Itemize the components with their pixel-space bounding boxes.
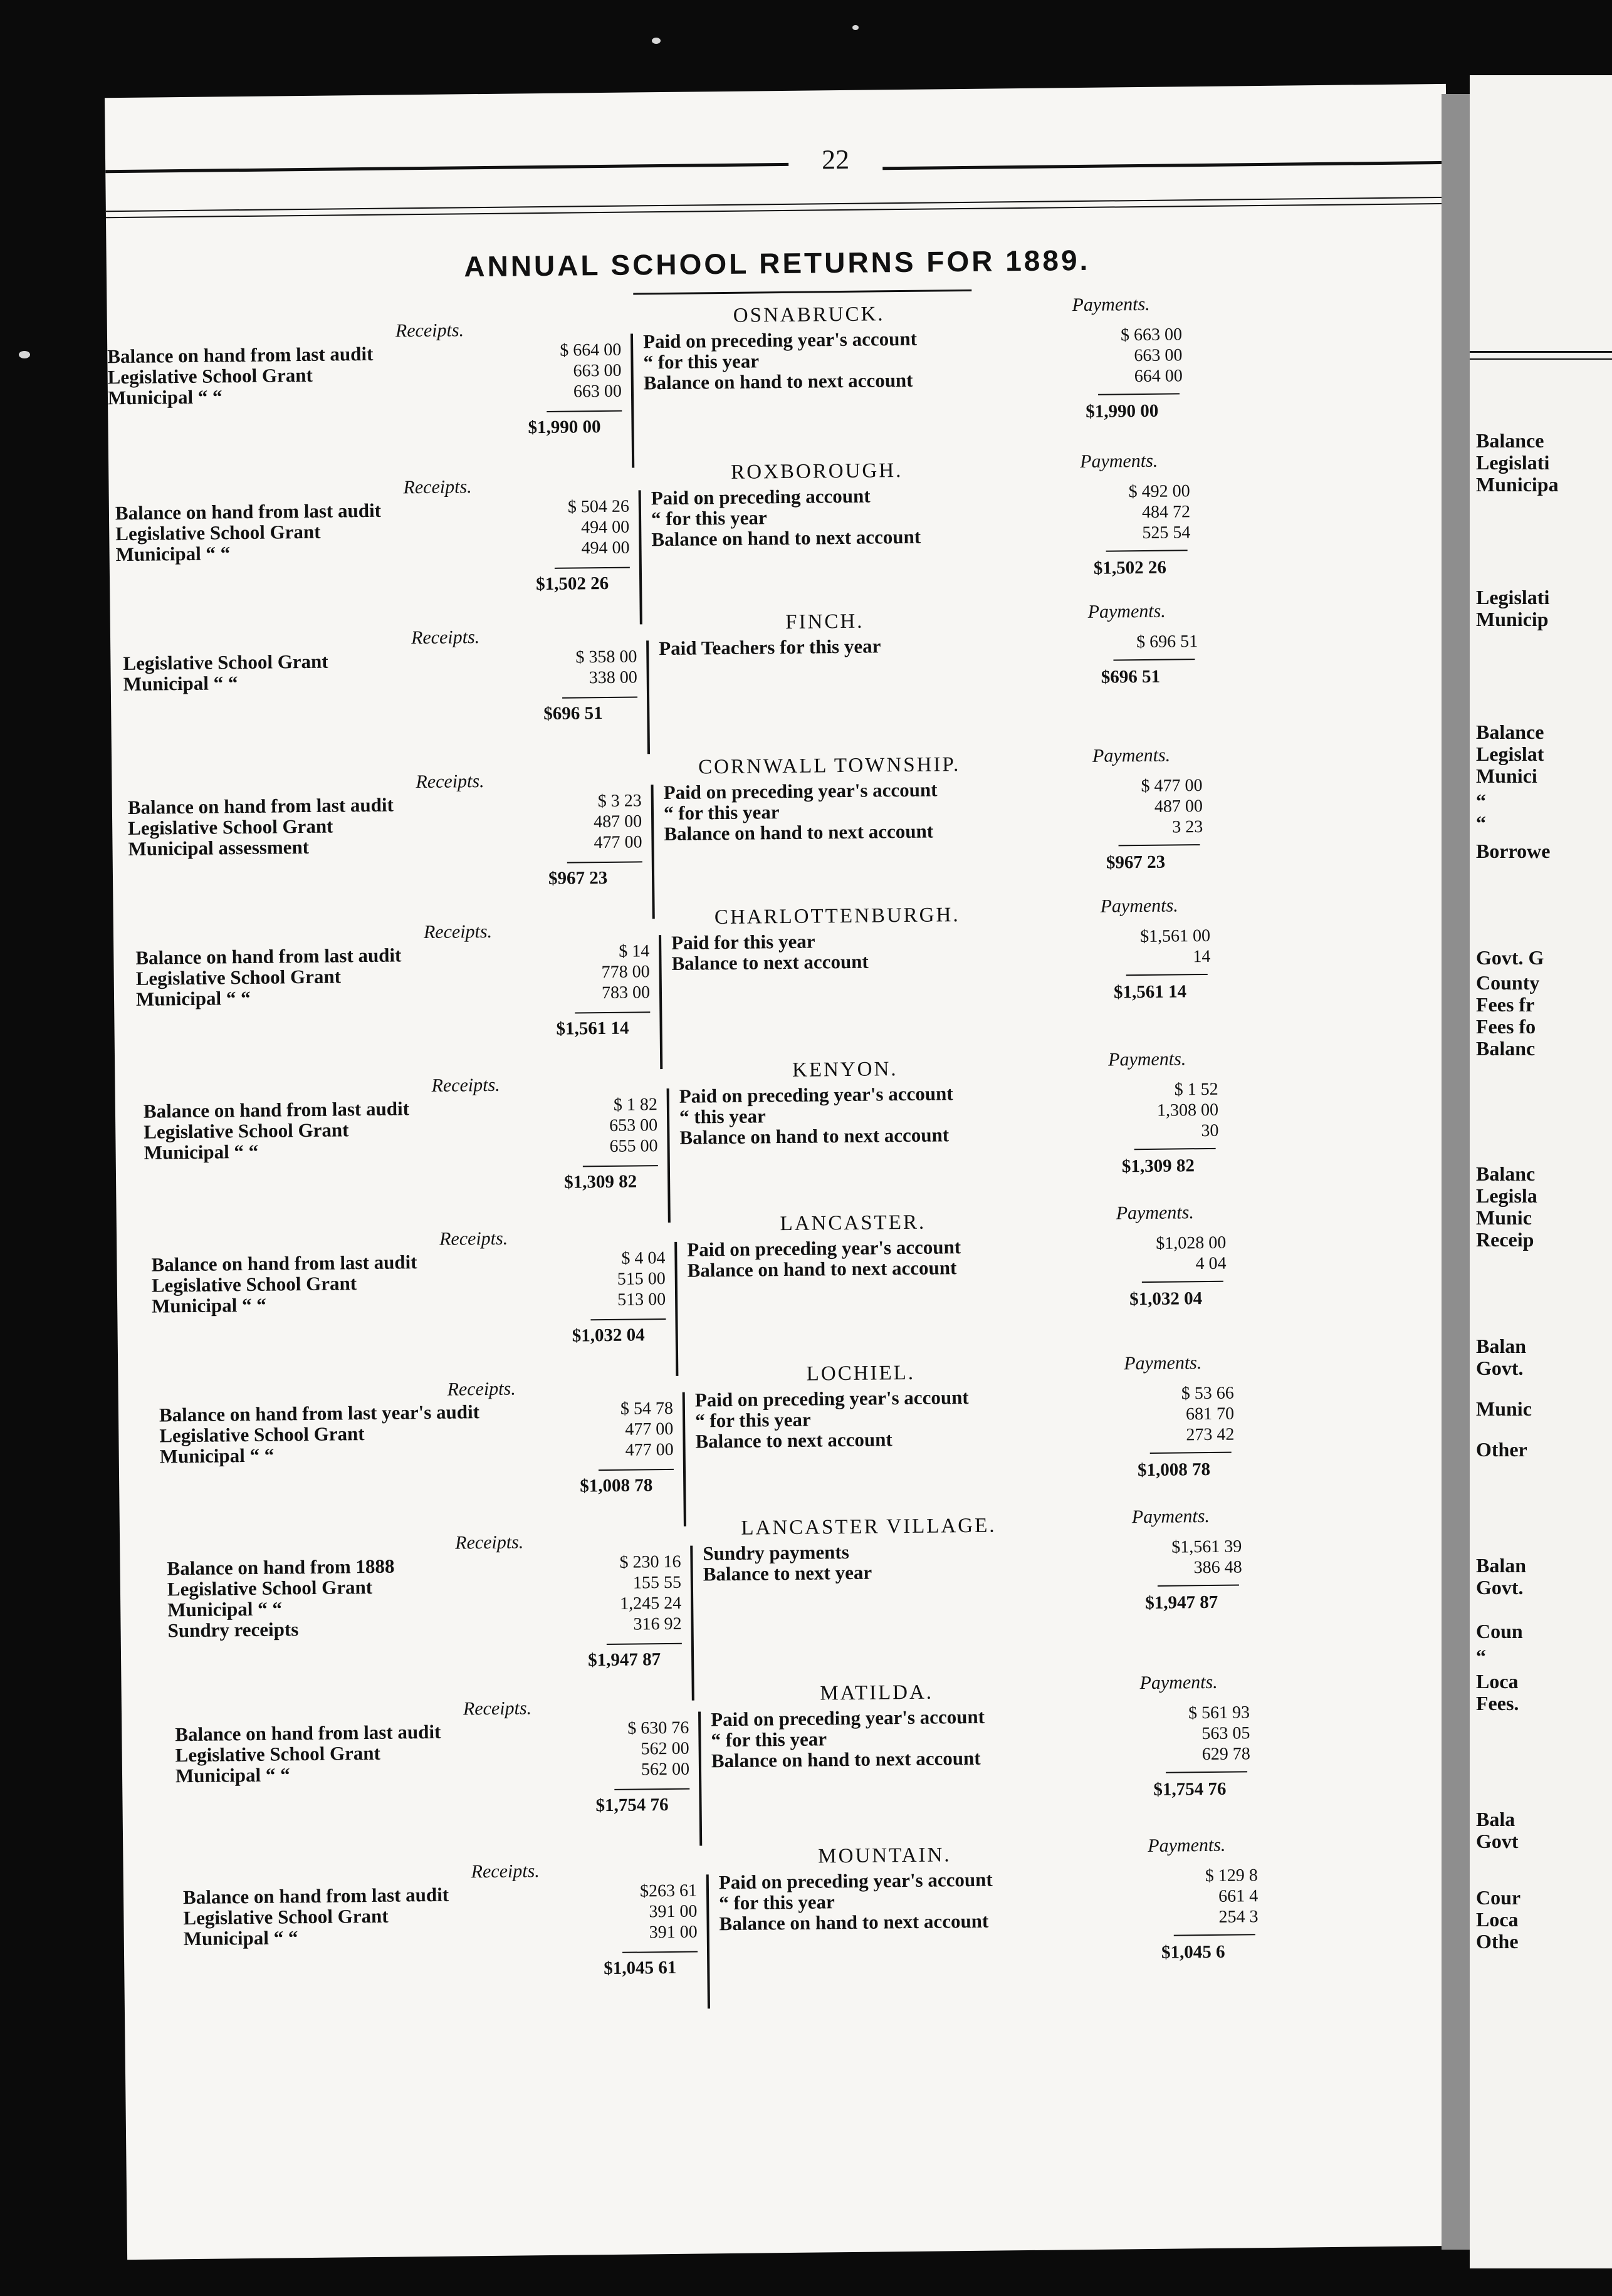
ledger-row-label: Balance on hand to next account [711,1746,981,1772]
payments-total: $967 23 [1106,852,1166,873]
receipts-label: Receipts. [431,1074,500,1096]
ledger-row-amount: 629 78 [1201,1744,1250,1765]
ledger-row-label: Balance on hand from last audit [115,499,382,524]
receipts-sum-rule [575,1011,650,1013]
school-section [113,895,1455,1039]
ledger-row-amount: 663 00 [573,381,622,402]
ledger-row-label: Legislative School Grant [151,1272,357,1297]
payments-sum-rule [1113,659,1195,660]
ledger-row-label: Sundry receipts [167,1618,299,1642]
ledger-row-amount: 3 23 [1172,817,1203,837]
ledger-row-amount: 778 00 [601,962,650,983]
ledger-row-label: Balance on hand from last audit [151,1251,417,1276]
ledger-row-label: Balance on hand to next account [687,1256,957,1281]
ledger-row-label: Balance on hand from 1888 [167,1555,395,1580]
ledger-row-label: Balance on hand from last audit [107,342,374,368]
payments-total: $1,947 87 [1145,1592,1218,1614]
ledger-row-label: Balance on hand from last audit [127,793,394,818]
payments-sum-rule [1126,974,1208,976]
payments-sum-rule [1158,1584,1239,1586]
payments-label: Payments. [1131,1505,1210,1528]
ledger-row-label: Paid on preceding year's account [663,778,938,804]
payments-sum-rule [1174,1934,1255,1936]
receipts-column [123,647,637,694]
receipts-label: Receipts. [423,921,493,943]
facing-page-label: Loca [1476,1908,1519,1931]
payments-sum-rule [1142,1281,1223,1283]
receipts-column [183,1881,698,1949]
receipts-total: $696 51 [543,703,603,724]
ledger-row-label: Balance on hand to next account [664,820,934,845]
facing-page-label: Balanc [1476,1162,1536,1185]
facing-page-label: “ [1476,811,1486,834]
ledger-row-label: Balance on hand from last audit [182,1883,449,1909]
section-name: MOUNTAIN. [818,1844,951,1868]
payments-column [663,776,1203,843]
ledger-row-label: Municipal “ “ [159,1444,275,1468]
ledger-row-amount: 14 [1193,946,1211,967]
payments-sum-rule [1166,1771,1247,1773]
ledger-row-label: Paid Teachers for this year [659,635,881,660]
ledger-row-amount: $1,561 00 [1139,926,1211,947]
facing-page-label: Govt. [1476,1357,1524,1379]
receipts-column [107,340,622,408]
facing-page-rule [1470,351,1612,353]
ledger-row-amount: 477 00 [594,832,642,853]
facing-page-label: Legislati [1476,586,1550,608]
facing-page-label: Bala [1476,1808,1515,1830]
ledger-row-label: “ for this year [663,801,780,825]
ledger-row-amount: 681 70 [1185,1404,1235,1424]
column-divider [646,640,650,754]
receipts-sum-rule [567,861,642,863]
ledger-row-amount: 487 00 [1154,796,1203,817]
facing-page-label: Loca [1476,1670,1519,1693]
column-divider [683,1392,686,1526]
ledger-row-label: Paid on preceding year's account [679,1082,953,1107]
ledger-row-amount: $ 358 00 [575,647,637,667]
ledger-row-label: Paid for this year [671,930,815,954]
payments-total: $1,008 78 [1137,1459,1211,1481]
payments-column [659,632,1198,658]
ledger-row-label: Legislative School Grant [175,1741,381,1766]
ledger-row-amount: 4 04 [1195,1253,1227,1274]
ledger-row-label: Municipal “ “ [183,1926,298,1950]
ledger-row-amount: $263 61 [639,1881,698,1901]
dust-speck [852,25,859,30]
payments-label: Payments. [1100,895,1178,917]
document-page [105,84,1468,2260]
facing-page-label: Munic [1476,1206,1532,1229]
ledger-row-label: “ for this year [719,1891,835,1914]
school-section [107,293,1448,438]
ledger-row-label: Balance on hand from last audit [175,1720,441,1746]
payments-sum-rule [1134,1148,1216,1150]
ledger-row-label: Municipal “ “ [175,1763,290,1787]
facing-page-label: Municip [1476,608,1549,630]
facing-page-label: Fees. [1476,1692,1519,1714]
facing-page-label: Fees fo [1476,1015,1536,1038]
ledger-row-label: Municipal “ “ [152,1293,266,1317]
page-title: ANNUAL SCHOOL RETURNS FOR 1889. [464,243,1091,283]
ledger-row-amount: 515 00 [617,1269,666,1289]
ledger-row-amount: $1,028 00 [1156,1233,1227,1253]
facing-page-label: Balan [1476,1554,1527,1577]
column-divider [667,1088,671,1223]
payments-total: $696 51 [1101,666,1161,687]
payments-sum-rule [1098,393,1180,395]
ledger-row-label: Legislative School Grant [159,1422,365,1447]
receipts-column [151,1248,666,1316]
payments-column [651,481,1191,549]
payments-column [679,1080,1219,1147]
payments-column [695,1384,1235,1451]
ledger-row-label: Paid on preceding year's account [718,1868,993,1894]
payments-label: Payments. [1087,600,1166,622]
payments-label: Payments. [1107,1048,1186,1070]
ledger-row-amount: 338 00 [589,667,637,688]
ledger-row-label: Sundry payments [703,1540,849,1565]
ledger-row-label: Paid on preceding account [651,484,871,509]
section-name: LANCASTER VILLAGE. [741,1514,997,1540]
ledger-row-label: “ for this year [643,350,760,373]
column-divider [690,1546,694,1701]
ledger-row-amount: 525 54 [1142,523,1191,543]
ledger-row-label: Balance to next account [695,1428,892,1453]
receipts-sum-rule [547,410,622,412]
ledger-row-amount: $ 129 8 [1205,1866,1258,1886]
ledger-row-label: Balance on hand to next account [651,525,921,551]
section-name: LANCASTER. [780,1211,926,1236]
facing-page-label: “ [1476,1645,1486,1667]
payments-column [703,1537,1242,1584]
ledger-row-label: Balance on hand from last audit [143,1097,410,1122]
payments-column [671,926,1211,973]
receipts-sum-rule [614,1788,689,1790]
page-number: 22 [821,144,850,175]
facing-page-label: County [1476,971,1540,994]
ledger-row-amount: $ 630 76 [627,1718,689,1738]
facing-page-label: Othe [1476,1930,1519,1953]
ledger-row-amount: 663 00 [573,360,622,381]
ledger-row-amount: 661 4 [1218,1886,1259,1906]
facing-page-fragment [1470,75,1612,2268]
header-rule-right [882,161,1447,170]
ledger-row-amount: 663 00 [1134,345,1183,366]
ledger-row-amount: $ 663 00 [1120,325,1183,345]
school-section [110,600,1452,724]
ledger-row-label: Municipal “ “ [135,986,251,1010]
ledger-row-amount: 30 [1201,1120,1219,1141]
ledger-row-amount: $ 696 51 [1136,632,1198,652]
facing-page-label: Municipa [1476,473,1559,496]
facing-page-label: Fees fr [1476,993,1535,1016]
payments-total: $1,309 82 [1121,1156,1195,1177]
ledger-row-amount: 477 00 [625,1439,674,1460]
receipts-column [144,1095,658,1162]
ledger-row-label: Paid on preceding year's account [694,1385,969,1411]
payments-sum-rule [1150,1452,1232,1454]
ledger-row-label: Paid on preceding year's account [710,1705,985,1731]
school-section [115,1048,1456,1192]
receipts-total: $1,045 61 [604,1957,677,1979]
receipts-sum-rule [622,1951,698,1953]
ledger-row-amount: 487 00 [593,811,642,832]
ledger-row-amount: 562 00 [641,1738,689,1759]
receipts-column [115,497,630,565]
ledger-row-amount: $ 4 04 [621,1248,666,1268]
receipts-label: Receipts. [454,1532,524,1553]
payments-label: Payments. [1092,744,1171,766]
receipts-total: $1,008 78 [580,1475,653,1496]
payments-total: $1,045 6 [1161,1941,1225,1963]
facing-page-label: Govt. G [1476,946,1544,969]
ledger-row-label: Legislative School Grant [135,965,342,989]
facing-page-label: Balance [1476,429,1544,452]
receipts-sum-rule [590,1318,666,1320]
receipts-column [135,941,650,1009]
ledger-row-label: Balance to next year [703,1561,872,1585]
receipts-label: Receipts. [395,320,464,342]
ledger-row-label: Legislative School Grant [144,1119,349,1143]
ledger-row-amount: 664 00 [1134,366,1183,387]
receipts-sum-rule [555,567,630,569]
facing-page-label: Govt [1476,1830,1519,1852]
ledger-row-amount: 386 48 [1193,1557,1242,1578]
ledger-row-amount: 316 92 [633,1614,682,1634]
ledger-row-label: “ for this year [694,1408,811,1432]
receipts-label: Receipts. [447,1378,516,1400]
payments-total: $1,754 76 [1153,1778,1227,1800]
header-rule-left [105,163,788,173]
ledger-row-label: Municipal “ “ [107,385,222,409]
receipts-column [167,1552,681,1641]
payments-label: Payments. [1124,1352,1202,1374]
facing-page-label: Borrowe [1476,840,1551,862]
facing-page-label: Legislat [1476,743,1544,765]
ledger-row-amount: $ 230 16 [619,1552,681,1572]
column-divider [698,1711,702,1845]
payments-label: Payments. [1139,1671,1218,1694]
payments-total: $1,032 04 [1129,1288,1203,1310]
facing-page-label: Munic [1476,1397,1532,1420]
section-name: MATILDA. [820,1681,934,1705]
payments-column [719,1866,1259,1933]
receipts-total: $1,502 26 [535,573,609,595]
column-divider [631,333,634,467]
receipts-total: $1,032 04 [572,1325,645,1346]
ledger-row-label: Paid on preceding year's account [687,1236,961,1261]
receipts-label: Receipts. [411,627,480,649]
payments-total: $1,502 26 [1093,557,1167,578]
ledger-row-label: Legislative School Grant [183,1904,389,1929]
receipts-sum-rule [562,696,637,698]
ledger-row-amount: 254 3 [1218,1907,1259,1927]
payments-column [687,1233,1227,1280]
ledger-row-amount: 1,308 00 [1156,1100,1219,1120]
ledger-row-amount: 391 00 [649,1901,698,1922]
ledger-row-label: Municipal “ “ [144,1140,259,1164]
ledger-row-label: Paid on preceding year's account [642,327,918,353]
payments-column [711,1703,1250,1770]
ledger-row-label: Legislative School Grant [115,520,321,545]
school-section [117,1202,1458,1346]
payments-total: $1,990 00 [1086,400,1159,422]
ledger-row-label: Municipal “ “ [123,672,238,696]
facing-page-label: Cour [1476,1886,1521,1909]
ledger-row-label: Legislative School Grant [167,1575,373,1600]
school-section [120,1505,1461,1671]
header-double-rule-2 [106,203,1447,218]
ledger-row-label: Municipal “ “ [167,1597,283,1621]
school-section [123,1834,1464,1979]
payments-sum-rule [1119,844,1200,846]
receipts-label: Receipts. [416,771,484,793]
receipts-total: $1,309 82 [563,1171,637,1192]
school-section [112,744,1453,889]
ledger-row-amount: $ 53 66 [1181,1383,1234,1404]
receipts-total: $1,754 76 [595,1795,669,1816]
receipts-column [128,791,642,858]
ledger-row-amount: 655 00 [609,1136,658,1156]
ledger-row-amount: $ 1 52 [1174,1079,1218,1100]
facing-page-label: Govt. [1476,1576,1524,1599]
ledger-row-label: Balance on hand from last year's audit [159,1401,480,1426]
column-divider [706,1874,710,2008]
section-name: CORNWALL TOWNSHIP. [698,753,961,779]
ledger-row-label: Municipal assessment [128,835,310,860]
ledger-row-label: Municipal “ “ [115,542,231,566]
section-name: LOCHIEL. [806,1361,916,1385]
facing-page-label: Coun [1476,1620,1523,1642]
ledger-row-amount: $ 477 00 [1141,776,1203,796]
receipts-column [175,1718,689,1786]
payments-label: Payments. [1116,1202,1195,1224]
ledger-row-amount: $ 504 26 [567,496,630,517]
column-divider [659,935,662,1069]
receipts-total: $1,947 87 [587,1649,661,1671]
receipts-sum-rule [599,1469,674,1471]
ledger-row-amount: 477 00 [625,1419,674,1439]
ledger-row-amount: 391 00 [649,1922,698,1943]
receipts-label: Receipts. [463,1698,532,1719]
section-name: OSNABRUCK. [733,303,885,327]
ledger-row-label: Balance on hand to next account [643,368,913,394]
facing-page-label: Receip [1476,1228,1534,1251]
ledger-row-label: Legislative School Grant [128,815,333,839]
ledger-row-amount: 653 00 [609,1115,658,1135]
receipts-total: $1,561 14 [556,1018,629,1039]
facing-page-label: Balance [1476,721,1544,743]
dust-speck [19,351,30,358]
ledger-row-amount: $ 561 93 [1188,1703,1250,1723]
payments-sum-rule [1106,550,1188,551]
column-divider [639,490,642,624]
facing-page-rule-2 [1470,358,1612,360]
receipts-label: Receipts. [403,476,472,498]
section-name: CHARLOTTENBURGH. [714,904,960,929]
receipts-total: $967 23 [548,867,608,889]
ledger-row-label: “ for this year [651,506,767,530]
receipts-sum-rule [583,1165,658,1167]
ledger-row-label: Legislative School Grant [107,363,313,389]
dust-speck [652,38,661,44]
school-section [122,1671,1463,1816]
receipts-total: $1,990 00 [528,417,601,438]
book-binding [1442,94,1470,2250]
receipts-sum-rule [607,1643,682,1645]
facing-page-label: Other [1476,1438,1527,1461]
ledger-row-amount: 155 55 [632,1572,682,1593]
school-section [108,450,1450,595]
ledger-row-amount: $1,561 39 [1171,1537,1242,1557]
ledger-row-label: “ this year [679,1105,767,1128]
ledger-row-amount: 783 00 [601,983,651,1003]
facing-page-label: Munici [1476,764,1537,787]
receipts-label: Receipts. [471,1860,540,1882]
facing-page-label: Legisla [1476,1184,1537,1207]
facing-page-label: “ [1476,790,1486,812]
ledger-row-amount: $ 14 [619,941,650,961]
ledger-row-label: “ for this year [711,1728,827,1751]
ledger-row-label: Legislative School Grant [123,650,328,675]
section-name: ROXBOROUGH. [731,459,903,484]
ledger-row-amount: 1,245 24 [620,1593,682,1614]
payments-label: Payments. [1148,1834,1226,1857]
payments-total: $1,561 14 [1113,981,1187,1003]
payments-label: Payments. [1079,450,1158,472]
facing-page-label: Legislati [1476,451,1550,474]
ledger-row-amount: 563 05 [1201,1723,1250,1744]
payments-label: Payments. [1072,293,1150,316]
ledger-row-amount: 562 00 [641,1759,690,1780]
title-rule [633,290,971,295]
ledger-row-amount: 494 00 [581,517,630,538]
ledger-row-amount: $ 664 00 [560,340,622,360]
ledger-row-amount: 484 72 [1141,502,1191,523]
ledger-row-amount: $ 492 00 [1128,481,1190,502]
column-divider [651,785,655,919]
facing-page-label: Balan [1476,1335,1527,1357]
ledger-row-amount: 513 00 [617,1290,666,1310]
ledger-row-label: Balance on hand to next account [679,1124,950,1149]
ledger-row-label: Balance on hand from last audit [135,944,402,969]
ledger-row-amount: 273 42 [1186,1424,1235,1445]
column-divider [674,1242,678,1376]
ledger-row-label: Balance on hand to next account [719,1909,989,1935]
ledger-row-label: Balance to next account [671,950,869,974]
ledger-row-amount: $ 3 23 [597,791,642,811]
payments-column [643,325,1183,392]
receipts-label: Receipts. [439,1228,508,1250]
school-section [118,1352,1459,1496]
ledger-row-amount: $ 54 78 [620,1398,674,1419]
section-name: FINCH. [785,610,864,634]
facing-page-label: Balanc [1476,1037,1536,1060]
ledger-row-amount: 494 00 [581,538,630,558]
section-name: KENYON. [792,1058,898,1082]
ledger-row-amount: $ 1 82 [613,1095,658,1115]
ledger-row [659,632,1198,658]
receipts-column [159,1399,674,1466]
